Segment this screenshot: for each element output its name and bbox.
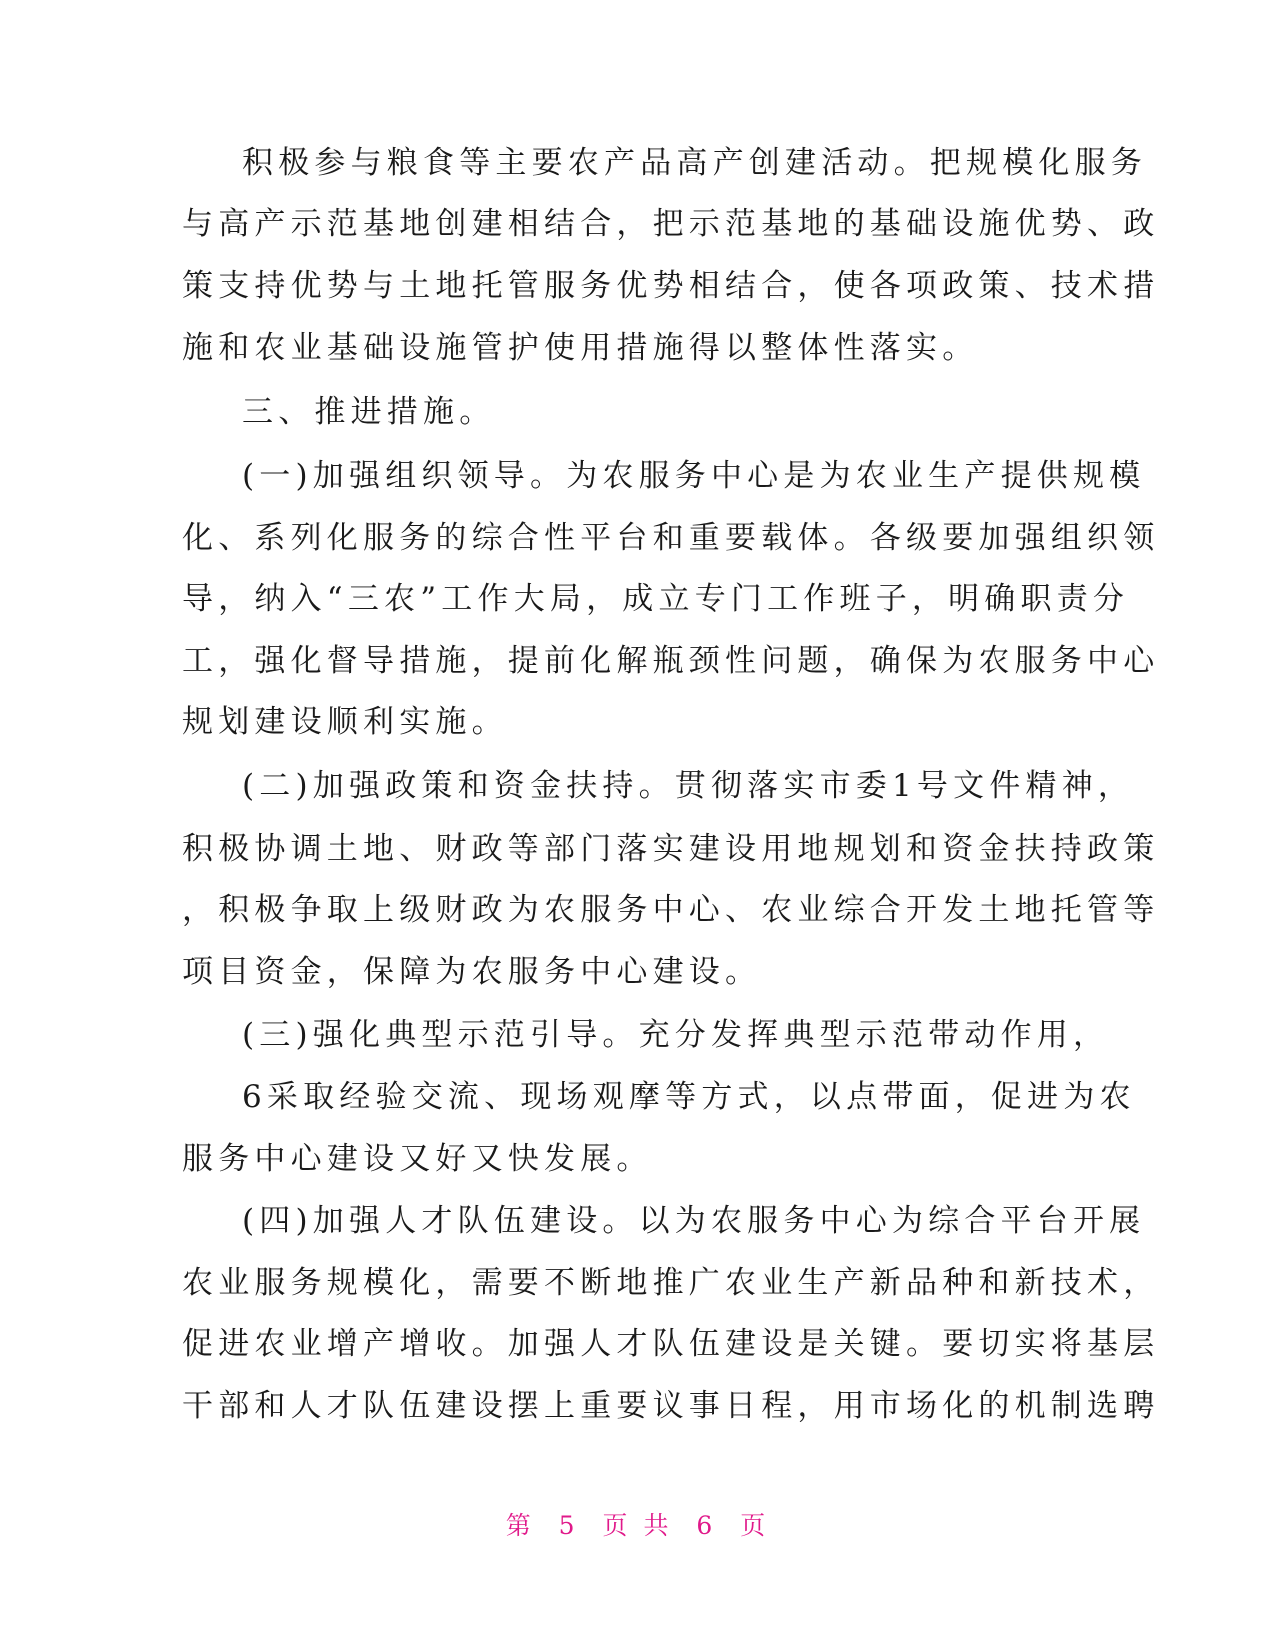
text-line: 与高产示范基地创建相结合，把示范基地的基础设施优势、政 xyxy=(182,206,1160,242)
text-line: 工，强化督导措施，提前化解瓶颈性问题，确保为农服务中心 xyxy=(182,643,1160,679)
current-page-number: 5 xyxy=(558,1511,579,1540)
text-line: 导，纳入“三农”工作大局，成立专门工作班子，明确职责分 xyxy=(182,581,1130,617)
text-line: 农业服务规模化，需要不断地推广农业生产新品种和新技术， xyxy=(182,1265,1160,1301)
text-line: (三)强化典型示范引导。充分发挥典型示范带动作用， xyxy=(242,1017,1110,1053)
text-line: (二)加强政策和资金扶持。贯彻落实市委1号文件精神， xyxy=(242,768,1135,804)
text-line: 施和农业基础设施管护使用措施得以整体性落实。 xyxy=(182,330,979,366)
text-line: 策支持优势与土地托管服务优势相结合，使各项政策、技术措 xyxy=(182,268,1160,304)
section-heading: 三、推进措施。 xyxy=(242,394,496,430)
footer-suffix: 页 xyxy=(740,1511,770,1540)
text-line: 化、系列化服务的综合性平台和重要载体。各级要加强组织领 xyxy=(182,520,1160,556)
footer-middle: 页 共 xyxy=(602,1511,673,1540)
text-line: (一)加强组织领导。为农服务中心是为农业生产提供规模 xyxy=(242,458,1146,494)
footer-prefix: 第 xyxy=(505,1511,535,1540)
total-page-count: 6 xyxy=(696,1511,717,1540)
text-line: 干部和人才队伍建设摆上重要议事日程，用市场化的机制选聘 xyxy=(182,1388,1160,1424)
text-line: 规划建设顺利实施。 xyxy=(182,704,508,740)
text-line: 积极协调土地、财政等部门落实建设用地规划和资金扶持政策 xyxy=(182,831,1160,867)
text-line: 积极参与粮食等主要农产品高产创建活动。把规模化服务 xyxy=(242,145,1147,181)
text-line: 项目资金，保障为农服务中心建设。 xyxy=(182,954,762,990)
page-footer xyxy=(0,1506,1275,1542)
text-line: (四)加强人才队伍建设。以为农服务中心为综合平台开展 xyxy=(242,1203,1146,1239)
text-line: 促进农业增产增收。加强人才队伍建设是关键。要切实将基层 xyxy=(182,1326,1160,1362)
text-line: ，积极争取上级财政为农服务中心、农业综合开发土地托管等 xyxy=(182,892,1160,928)
text-line: 6采取经验交流、现场观摩等方式，以点带面，促进为农 xyxy=(242,1079,1136,1115)
text-line: 服务中心建设又好又快发展。 xyxy=(182,1141,653,1177)
